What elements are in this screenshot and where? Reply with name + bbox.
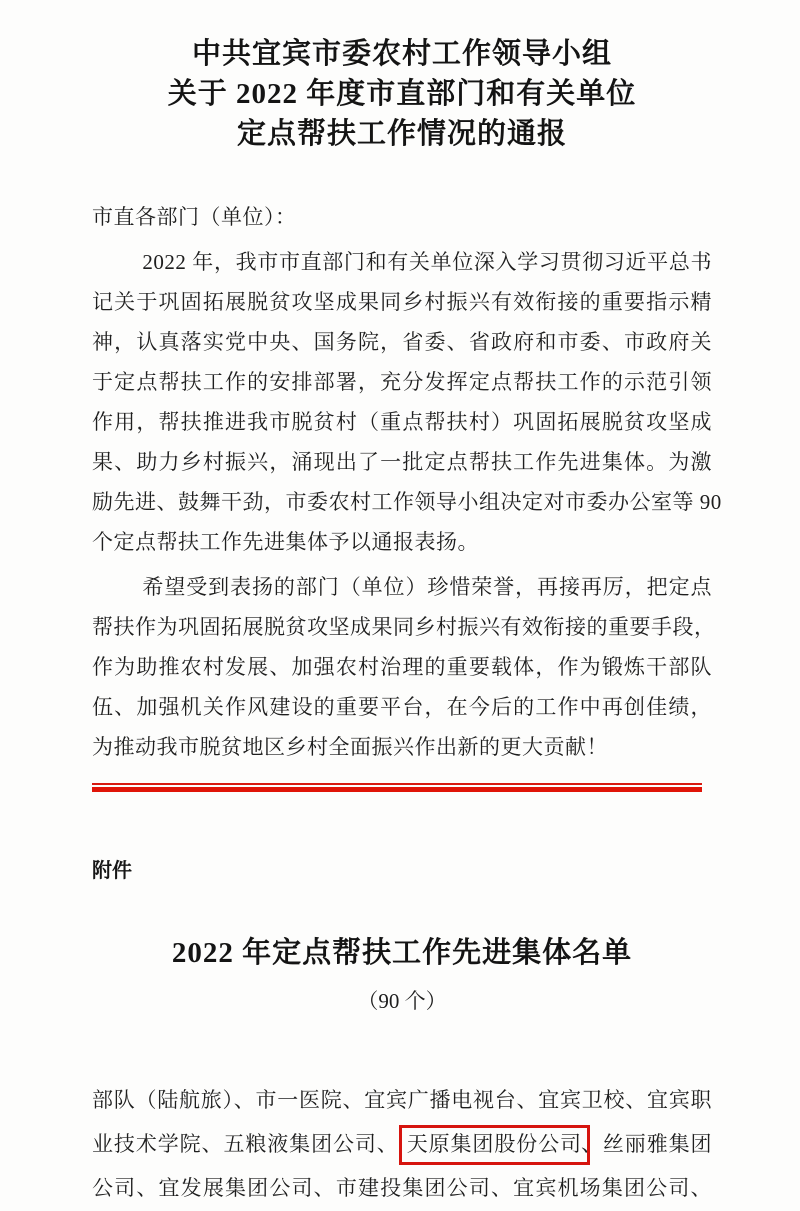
document-body [92,197,722,767]
attachment-count: （90 个） [357,989,447,1013]
document-title-line-1: 中共宜宾市委农村工作领导小组 [191,38,612,70]
paragraph-1-line: 记关于巩固拓展脱贫攻坚成果同乡村振兴有效衔接的重要指示精 [92,290,712,314]
red-divider-thick-line [92,787,702,792]
paragraph-1-line: 神，认真落实党中央、国务院，省委、省政府和市委、市政府关 [92,330,712,354]
document-title-line-2: 关于 2022 年度市直部门和有关单位 [167,78,637,110]
paragraph-1-line: 励先进、鼓舞干劲，市委农村工作领导小组决定对市委办公室等 90 [92,490,722,514]
list-line-2 [92,1122,712,1166]
paragraph-2-line: 希望受到表扬的部门（单位）珍惜荣誉，再接再厉，把定点 [142,575,712,599]
commended-list [92,1078,712,1210]
paragraph-1-line: 于定点帮扶工作的安排部署，充分发挥定点帮扶工作的示范引领 [92,370,712,394]
highlighted-company: 天原集团股份公司 [399,1125,590,1165]
paragraph-1-line: 2022 年，我市市直部门和有关单位深入学习贯彻习近平总书 [142,250,712,274]
document-title [92,34,712,154]
red-divider-rule [92,783,702,792]
paragraph-1-line: 作用，帮扶推进我市脱贫村（重点帮扶村）巩固拓展脱贫攻坚成 [92,410,712,434]
paragraph-2-line: 作为助推农村发展、加强农村治理的重要载体，作为锻炼干部队 [92,655,712,679]
list-line-2-post: 、丝丽雅集团 [580,1132,713,1156]
paragraph-1-line: 果、助力乡村振兴，涌现出了一批定点帮扶工作先进集体。为激 [92,450,712,474]
paragraph-2-line: 为推动我市脱贫地区乡村全面振兴作出新的更大贡献！ [92,735,608,759]
salutation: 市直各部门（单位）： [92,205,297,229]
paragraph-2-line: 伍、加强机关作风建设的重要平台，在今后的工作中再创佳绩， [92,695,712,719]
paragraph-2-line: 帮扶作为巩固拓展脱贫攻坚成果同乡村振兴有效衔接的重要手段， [92,615,716,639]
paragraph-1-line: 个定点帮扶工作先进集体予以通报表扬。 [92,530,479,554]
list-line-1: 部队（陆航旅）、市一医院、宜宾广播电视台、宜宾卫校、宜宾职 [92,1088,712,1112]
paragraph-2 [92,567,716,767]
list-line-3: 公司、宜发展集团公司、市建投集团公司、宜宾机场集团公司、 [92,1176,712,1200]
attachment-title: 2022 年定点帮扶工作先进集体名单 [171,937,633,969]
document-title-line-3: 定点帮扶工作情况的通报 [236,118,567,150]
attachment-label: 附件 [92,858,132,882]
paragraph-1 [92,242,722,562]
list-line-2-pre: 业技术学院、五粮液集团公司、 [92,1132,399,1156]
